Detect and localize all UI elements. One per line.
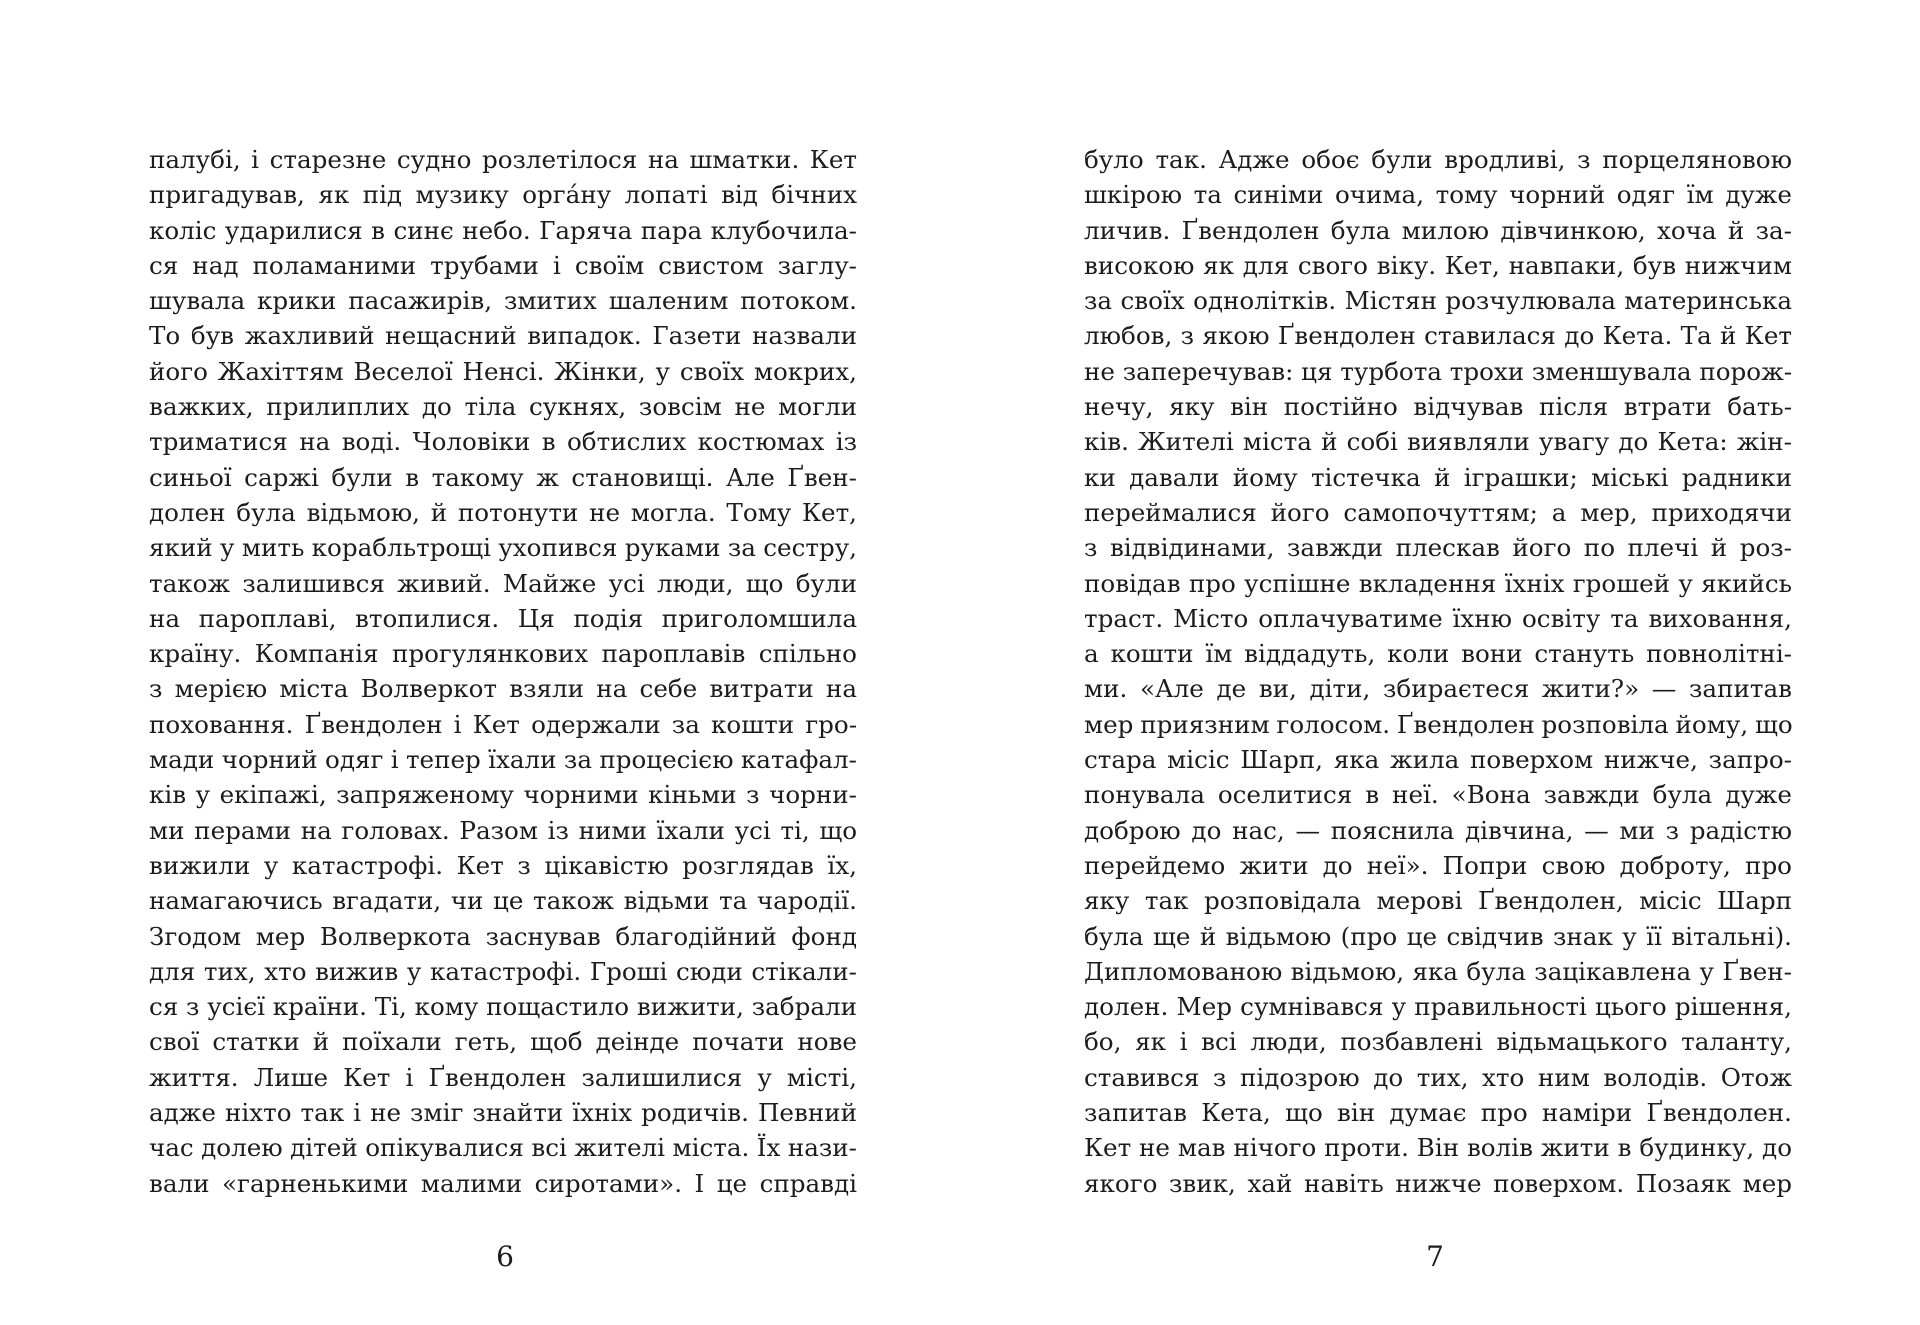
text-line: була ще й відьмою (про це свідчив знак у її вітальні). — [1084, 921, 1792, 951]
text-line: було так. Адже обоє були вродливі, з порцеляновою — [1084, 145, 1792, 174]
text-line: ся над поламаними трубами і своїм свистом заглу- — [149, 250, 857, 280]
text-line: високою як для свого віку. Кет, навпаки, був нижчим — [1084, 250, 1792, 280]
right-page-text — [1084, 142, 1792, 1201]
text-line: не заперечував: ця турбота трохи зменшувала порож- — [1084, 356, 1792, 386]
text-line: його Жахіттям Веселої Ненсі. Жінки, у своїх мокрих, — [149, 356, 857, 386]
text-line: ставився з підозрою до тих, хто ним володів. Отож — [1084, 1062, 1792, 1092]
text-line: який у мить корабльтрощі ухопився руками за сестру, — [149, 533, 857, 563]
text-line: мер приязним голосом. Ґвендолен розповіла йому, що — [1084, 709, 1793, 739]
text-line: запитав Кета, що він думає про наміри Ґвендолен. — [1084, 1098, 1792, 1128]
text-line: бо, як і всі люди, позбавлені відьмацького таланту, — [1084, 1027, 1792, 1057]
text-line: країну. Компанія прогулянкових пароплавів спільно — [149, 639, 857, 669]
text-line: понувала оселитися в неї. «Вона завжди була дуже — [1084, 780, 1792, 810]
text-line: важких, прилиплих до тіла сукнях, зовсім не могли — [149, 392, 857, 422]
left-page-text — [149, 142, 857, 1201]
text-line: для тих, хто вижив у катастрофі. Гроші сюди стікали- — [149, 956, 857, 986]
text-line: любов, з якою Ґвендолен ставилася до Кета. Та й Кет — [1084, 321, 1792, 351]
text-line: поховання. Ґвендолен і Кет одержали за кошти гро- — [149, 709, 857, 739]
text-line: синьої саржі були в такому ж становищі. Але Ґвен- — [149, 462, 857, 492]
text-line: ся з усієї країни. Ті, кому пощастило вижити, забрали — [149, 992, 857, 1022]
text-line: також залишився живий. Майже усі люди, що були — [149, 568, 857, 598]
left-page-number: 6 — [496, 1240, 514, 1273]
text-line: повідав про успішне вкладення їхніх грошей у якийсь — [1084, 568, 1792, 598]
text-line: траст. Місто оплачуватиме їхню освіту та виховання, — [1084, 603, 1792, 633]
text-line: намагаючись вгадати, чи це також відьми та чародії. — [149, 886, 857, 916]
text-line: долен була відьмою, й потонути не могла. Тому Кет, — [149, 497, 857, 527]
text-line: доброю до нас, — пояснила дівчина, — ми з радістю — [1084, 815, 1792, 845]
text-line: коліс ударилися в синє небо. Гаряча пара клубочила- — [149, 215, 857, 245]
text-line: ми перами на головах. Разом із ними їхали усі ті, що — [149, 815, 857, 845]
text-line: на пароплаві, втопилися. Ця подія приголомшила — [149, 603, 857, 633]
text-line: нечу, яку він постійно відчував після втрати бать- — [1084, 392, 1792, 422]
text-line: личив. Ґвендолен була милою дівчинкою, хоча й за- — [1084, 215, 1792, 245]
text-line: з відвідинами, завжди плескав його по плечі й роз- — [1084, 533, 1792, 563]
text-line: вижили у катастрофі. Кет з цікавістю розглядав їх, — [149, 850, 857, 880]
text-line: ків. Жителі міста й собі виявляли увагу до Кета: жін- — [1084, 427, 1792, 457]
text-line: Згодом мер Волверкота заснував благодійний фонд — [149, 921, 857, 951]
text-line: за своїх однолітків. Містян розчулювала материнська — [1084, 286, 1792, 316]
text-line: ми. «Але де ви, діти, збираєтеся жити?» — запитав — [1084, 674, 1792, 704]
text-line: палубі, і старезне судно розлетілося на шматки. Кет — [149, 145, 857, 174]
text-line: яку так розповідала мерові Ґвендолен, місіс Шарп — [1084, 886, 1792, 916]
text-line: долен. Мер сумнівався у правильності цього рішення, — [1084, 992, 1792, 1022]
text-line: вали «гарненькими малими сиротами». І це справді — [149, 1168, 857, 1198]
text-line: з мерією міста Волверкот взяли на себе витрати на — [149, 674, 857, 704]
text-line: переймалися його самопочуттям; а мер, приходячи — [1084, 497, 1792, 527]
text-line: мади чорний одяг і тепер їхали за процесією катафал- — [149, 745, 857, 775]
text-line: свої статки й поїхали геть, щоб деінде почати нове — [149, 1027, 857, 1057]
text-line: Кет не мав нічого проти. Він волів жити в будинку, до — [1084, 1133, 1792, 1163]
right-page-number: 7 — [1426, 1240, 1444, 1273]
text-line: пригадував, як під музику орга́ну лопаті від бічних — [149, 180, 857, 210]
text-line: шувала крики пасажирів, змитих шаленим потоком. — [149, 286, 857, 316]
text-line: То був жахливий нещасний випадок. Газети назвали — [149, 321, 857, 351]
text-line: шкірою та синіми очима, тому чорний одяг їм дуже — [1084, 180, 1792, 210]
text-line: якого звик, хай навіть нижче поверхом. Позаяк мер — [1084, 1168, 1792, 1198]
text-line: життя. Лише Кет і Ґвендолен залишилися у місті, — [149, 1062, 857, 1092]
text-line: стара місіс Шарп, яка жила поверхом нижче, запро- — [1084, 745, 1792, 775]
text-line: а кошти їм віддадуть, коли вони стануть повнолітні- — [1084, 639, 1792, 669]
text-line: ків у екіпажі, запряженому чорними кіньми з чорни- — [149, 780, 857, 810]
text-line: триматися на воді. Чоловіки в обтислих костюмах із — [149, 427, 857, 457]
text-line: час долею дітей опікувалися всі жителі міста. Їх нази- — [149, 1133, 857, 1163]
text-line: ки давали йому тістечка й іграшки; міські радники — [1084, 462, 1792, 492]
right-page — [960, 0, 1920, 1325]
text-line: адже ніхто так і не зміг знайти їхніх родичів. Певний — [149, 1098, 857, 1128]
text-line: перейдемо жити до неї». Попри свою доброту, про — [1084, 850, 1792, 880]
text-line: Дипломованою відьмою, яка була зацікавлена у Ґвен- — [1084, 956, 1792, 986]
